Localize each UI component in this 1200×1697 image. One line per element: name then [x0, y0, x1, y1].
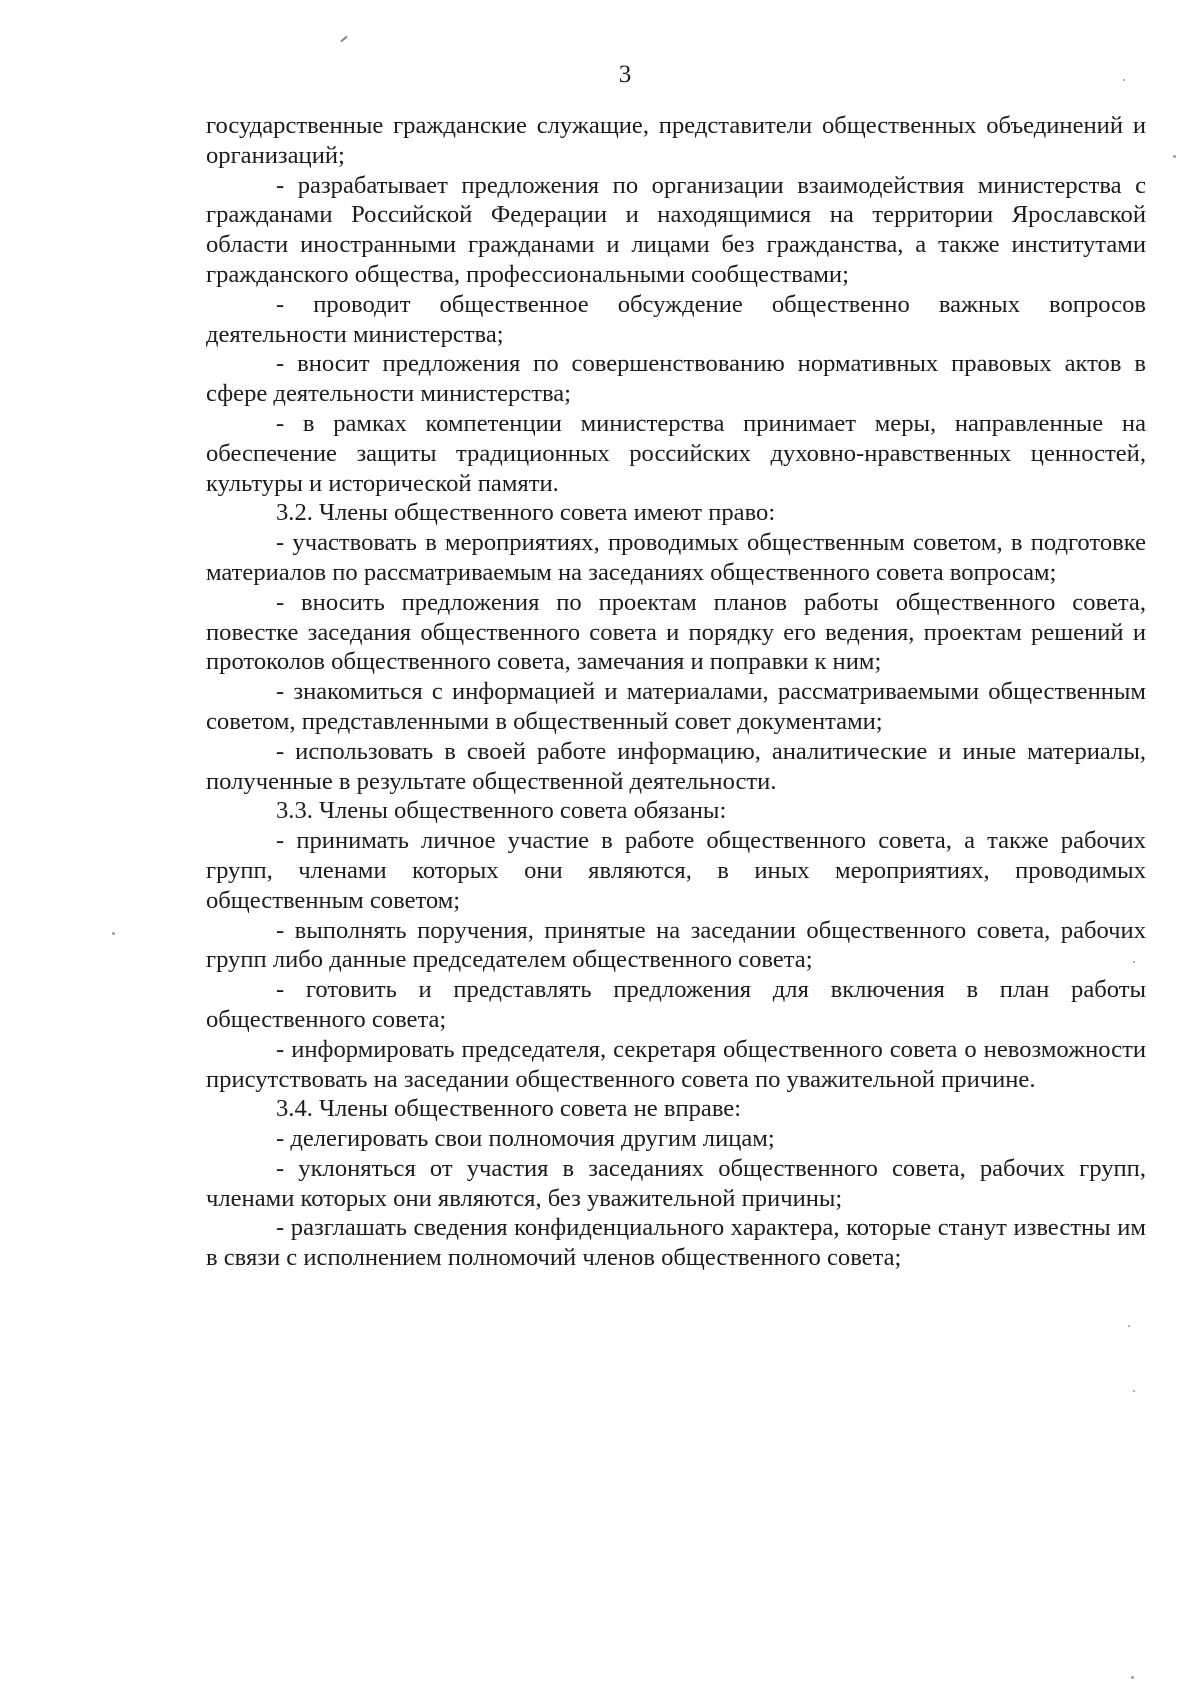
paragraph: - участвовать в мероприятиях, проводимых общественным советом, в подготовке материалов по рассматриваемым на заседаниях общественного совета вопросам;	[206, 529, 1146, 586]
scan-speck	[1133, 961, 1135, 963]
scan-speck	[1131, 1676, 1134, 1679]
paragraph: - информировать председателя, секретаря общественного совета о невозможности присутствовать на заседании общественного совета по уважительной причине.	[206, 1035, 1146, 1093]
scan-speck	[112, 932, 115, 935]
paragraph: - делегировать свои полномочия другим лицам;	[276, 1125, 775, 1153]
paragraph: - выполнять поручения, принятые на заседании общественного совета, рабочих групп либо данные председателем общественного совета;	[206, 916, 1146, 974]
section-heading: 3.3. Члены общественного совета обязаны:	[276, 797, 727, 825]
paragraph: - уклоняться от участия в заседаниях общественного совета, рабочих групп, членами которых они являются, без уважительной причины;	[206, 1154, 1146, 1212]
paragraph: - разрабатывает предложения по организации взаимодействия министерства с гражданами Российской Федерации и находящимися на территории Ярославской области иностранными гражданами и лицами без гражданства, а также институтами гражданского общества, профессиональными сообществами;	[206, 171, 1146, 288]
paragraph: - в рамках компетенции министерства принимает меры, направленные на обеспечение защиты традиционных российских духовно-нравственных ценностей, культуры и исторической памяти.	[206, 409, 1146, 497]
paragraph: государственные гражданские служащие, представители общественных объединений и организаций;	[206, 112, 1146, 169]
section-heading: 3.4. Члены общественного совета не вправе:	[276, 1095, 742, 1123]
paragraph: - разглашать сведения конфиденциального характера, которые станут известны им в связи с исполнением полномочий членов общественного совета;	[206, 1214, 1146, 1272]
scan-speck	[1133, 1390, 1135, 1392]
paragraph: - вносит предложения по совершенствованию нормативных правовых актов в сфере деятельности министерства;	[206, 350, 1146, 408]
page-number: 3	[618, 61, 632, 88]
scan-speck	[1128, 1325, 1130, 1327]
document-body	[206, 111, 1146, 1273]
scan-speck	[1123, 79, 1125, 81]
scan-mark	[340, 36, 347, 43]
paragraph: - принимать личное участие в работе общественного совета, а также рабочих групп, членами которых они являются, в иных мероприятиях, проводимых общественным советом;	[206, 827, 1146, 914]
paragraph: - готовить и представлять предложения для включения в план работы общественного совета;	[206, 976, 1146, 1033]
paragraph: - проводит общественное обсуждение общественно важных вопросов деятельности министерства;	[206, 290, 1146, 348]
paragraph: - знакомиться с информацией и материалами, рассматриваемыми общественным советом, представленными в общественный совет документами;	[206, 678, 1146, 735]
paragraph: - использовать в своей работе информацию, аналитические и иные материалы, полученные в результате общественной деятельности.	[206, 737, 1146, 795]
scan-speck	[1173, 155, 1176, 158]
paragraph: - вносить предложения по проектам планов работы общественного совета, повестке заседания общественного совета и порядку его ведения, проектам решений и протоколов общественного совета, замечания и поправки к ним;	[206, 588, 1146, 676]
section-heading: 3.2. Члены общественного совета имеют право:	[276, 499, 776, 527]
